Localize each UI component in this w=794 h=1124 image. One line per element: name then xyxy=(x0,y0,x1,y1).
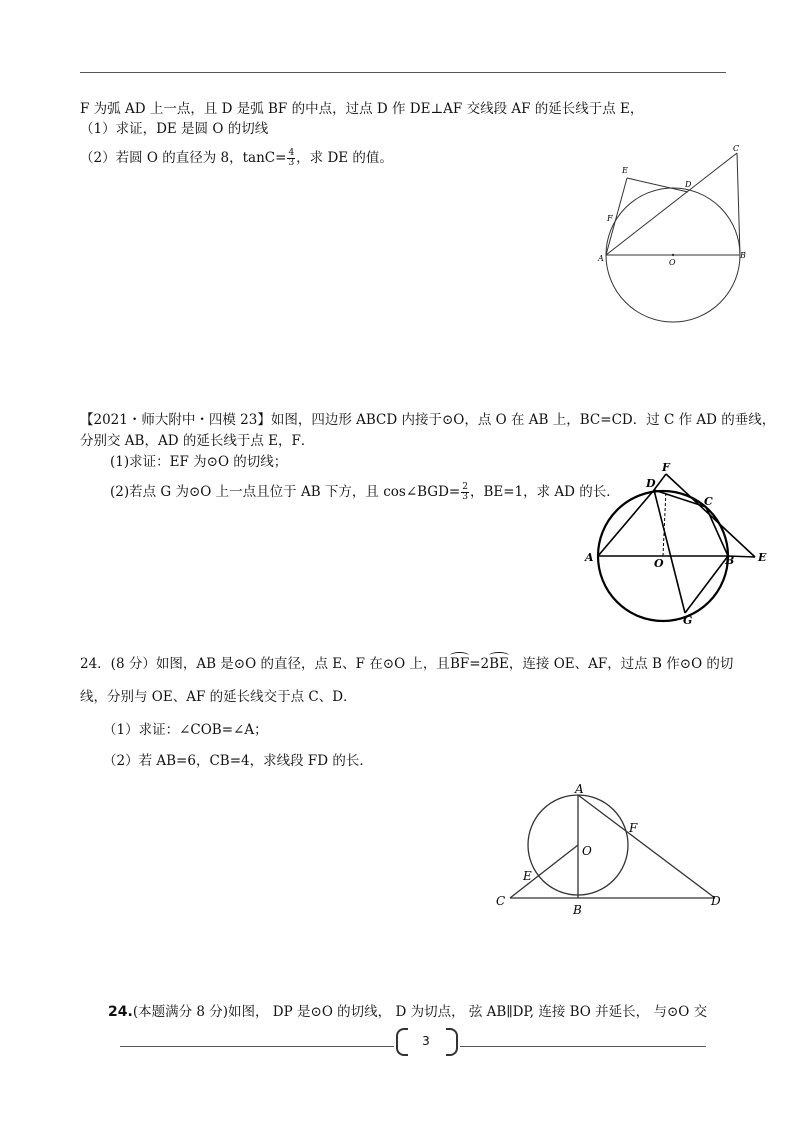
problem3-figure xyxy=(490,780,730,920)
page-number: 3 xyxy=(422,1034,430,1048)
footer-rule-right xyxy=(460,1046,706,1047)
segment-oc xyxy=(510,845,578,898)
label-a: A xyxy=(585,551,594,564)
problem2-part2-text-a: (2)若点 G 为⊙O 上一点且位于 AB 下方，且 cos∠BGD= xyxy=(110,484,461,500)
problem1-line1: F 为弧 AD 上一点，且 D 是弧 BF 的中点，过点 D 作 DE⊥AF 交线段 AF 的延长线于点 E， xyxy=(80,101,644,117)
problem4-text: (本题满分 8 分)如图， DP 是⊙O 的切线， D 为切点， 弦 AB∥DP, 连接 BO 并延长， 与⊙O 交 xyxy=(132,1004,708,1020)
label-a: A xyxy=(598,254,604,263)
fraction-numerator: 2 xyxy=(462,482,468,492)
problem1-part2-text-a: （2）若圆 O 的直径为 8，tanC= xyxy=(80,150,287,166)
problem1-part1: （1）求证，DE 是圆 O 的切线 xyxy=(80,121,269,137)
label-o: O xyxy=(669,258,676,267)
footer-rule-left xyxy=(120,1046,394,1047)
problem4-line1 xyxy=(108,1003,707,1021)
label-c: C xyxy=(733,144,740,153)
problem3-part1: （1）求证：∠COB=∠A； xyxy=(103,722,268,738)
label-d: D xyxy=(711,894,721,908)
segment-ad xyxy=(578,795,715,898)
fraction xyxy=(461,483,469,502)
problem3-line1 xyxy=(80,655,733,673)
fraction-numerator: 4 xyxy=(288,148,295,158)
label-o: O xyxy=(582,844,592,858)
problem3-eq: =2 xyxy=(469,656,490,672)
problem3-line1-text-a: 24．(8 分）如图，AB 是⊙O 的直径，点 E、F 在⊙O 上，且 xyxy=(80,656,450,672)
fraction xyxy=(287,149,295,168)
label-d: D xyxy=(685,180,692,189)
segment-dg xyxy=(654,490,685,613)
problem4-number: 24. xyxy=(108,1004,133,1020)
label-e: E xyxy=(758,551,767,564)
problem2-line1: 【2021・师大附中・四模 23】如图，四边形 ABCD 内接于⊙O，点 O 在 AB 上，BC=CD．过 C 作 AD 的垂线， xyxy=(80,412,776,428)
header-rule xyxy=(80,72,726,73)
label-f: F xyxy=(662,461,670,474)
arc-bf: BF xyxy=(449,656,470,672)
segment-df xyxy=(654,474,666,490)
label-b: B xyxy=(573,903,582,917)
label-f: F xyxy=(607,214,613,223)
problem3-line1-text-b: ，连接 OE、AF，过点 B 作⊙O 的切 xyxy=(508,656,734,672)
label-b: B xyxy=(725,554,735,567)
label-d: D xyxy=(646,477,656,490)
label-c: C xyxy=(704,495,713,508)
segment-fe xyxy=(666,474,755,557)
label-f: F xyxy=(629,821,638,835)
label-a: A xyxy=(575,782,584,796)
label-g: G xyxy=(683,614,693,627)
segment-dashed-od xyxy=(663,490,666,556)
problem2-part1: (1)求证：EF 为⊙O 的切线； xyxy=(110,454,288,470)
problem2-figure xyxy=(580,456,774,632)
problem1-figure xyxy=(590,140,760,330)
problem3-line2: 线，分别与 OE、AF 的延长线交于点 C、D． xyxy=(80,689,357,705)
problem2-part2 xyxy=(110,483,620,502)
arc-be: BE xyxy=(489,656,509,672)
label-e: E xyxy=(523,869,532,883)
problem1-part2-text-b: ，求 DE 的值。 xyxy=(296,150,393,166)
label-c: C xyxy=(496,894,506,908)
center-dot xyxy=(672,254,674,256)
problem2-line2: 分别交 AB，AD 的延长线于点 E，F． xyxy=(80,433,315,449)
problem2-part2-text-b: ，BE=1，求 AD 的长． xyxy=(469,484,620,500)
problem1-part2 xyxy=(80,149,393,168)
label-e: E xyxy=(622,166,628,175)
label-b: B xyxy=(740,251,746,260)
problem3-part2: （2）若 AB=6，CB=4，求线段 FD 的长． xyxy=(103,753,373,769)
label-o: O xyxy=(654,557,664,570)
fraction-denominator: 3 xyxy=(288,158,295,168)
fraction-denominator: 3 xyxy=(462,492,468,502)
